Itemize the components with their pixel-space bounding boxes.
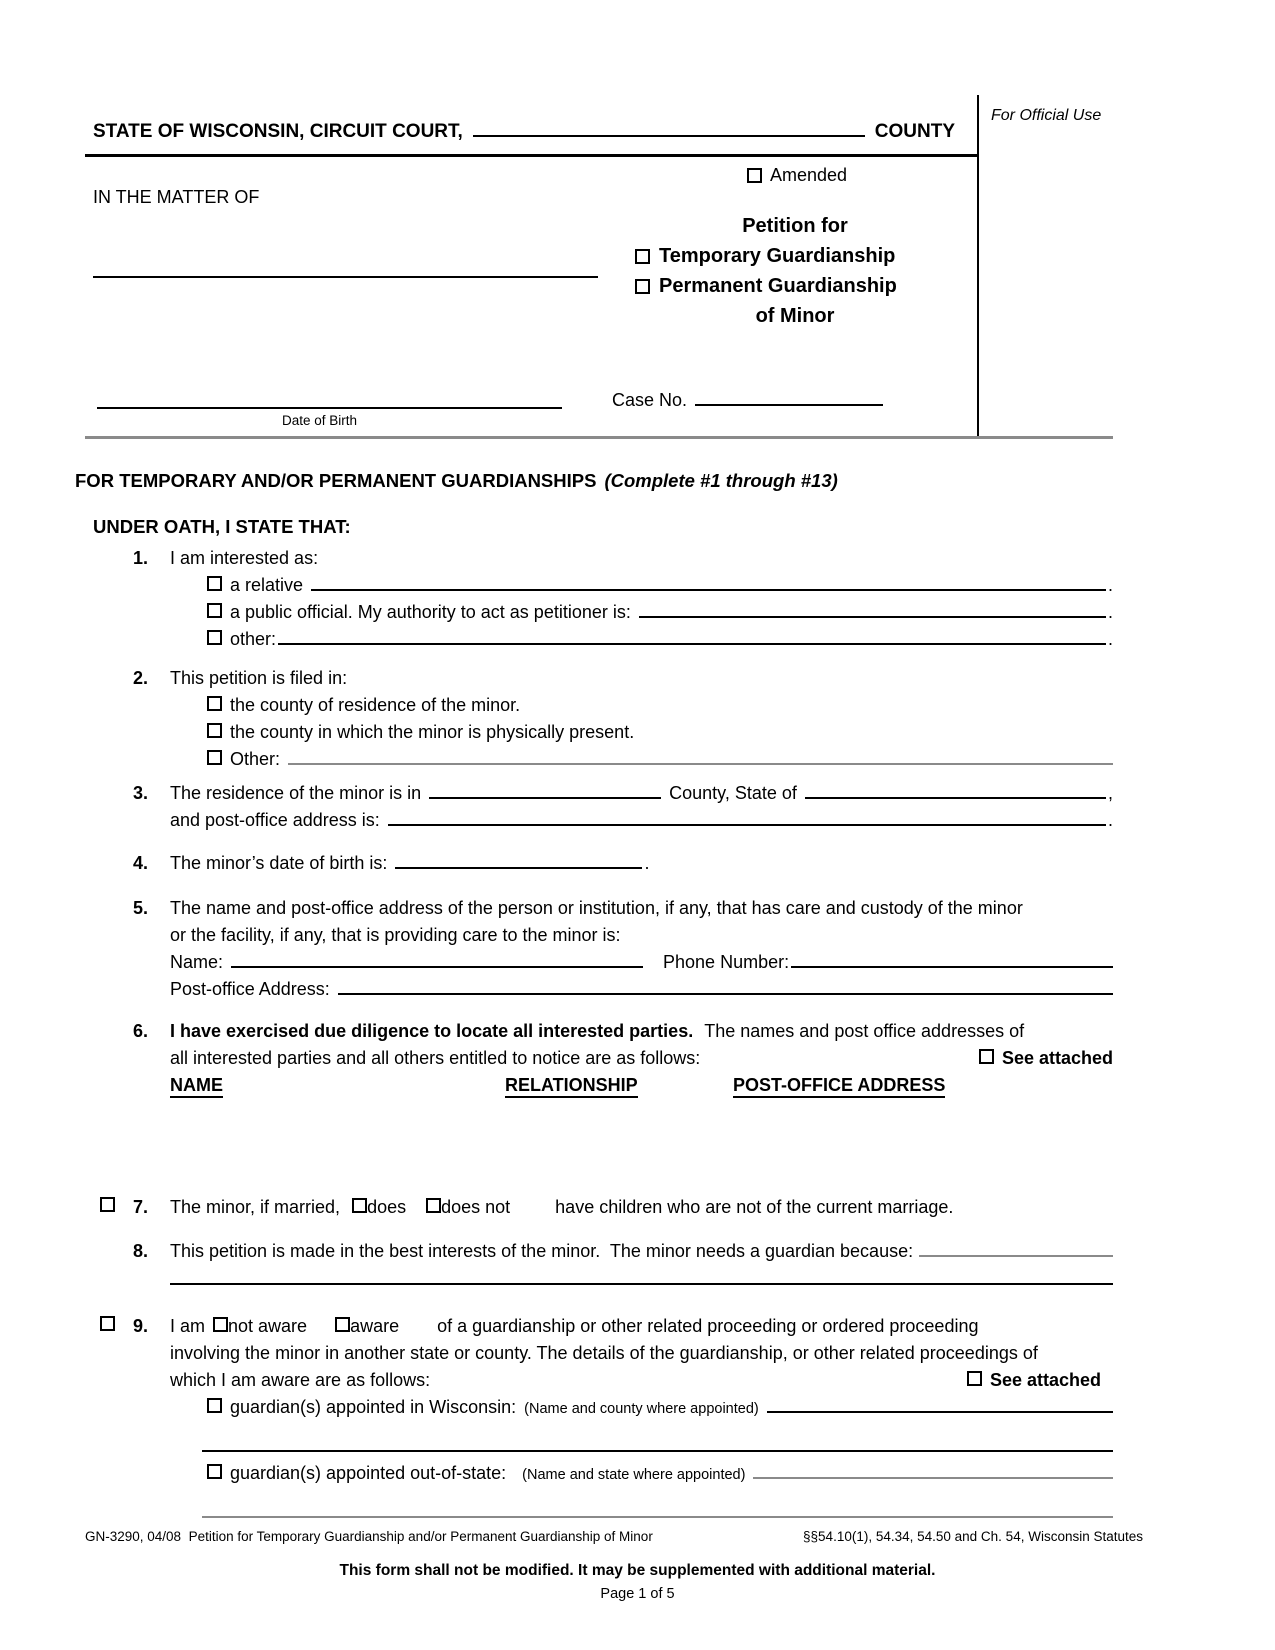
county-present-label: the county in which the minor is physically present. — [230, 722, 635, 742]
item-5 — [133, 897, 1113, 1000]
option-guardian-out-of-state — [207, 1462, 1113, 1486]
blank-guardian-wisconsin-line-2[interactable] — [202, 1450, 1113, 1452]
permanent-guardianship-row — [625, 271, 965, 301]
county-state-label: County, State of — [669, 783, 797, 803]
does-label: does — [367, 1197, 407, 1217]
item-6-line-2-text: all interested parties and all others entitled to notice are as follows: — [170, 1048, 701, 1068]
case-number-row — [612, 390, 883, 411]
not-aware-checkbox[interactable] — [213, 1317, 228, 1332]
title-petition-for: Petition for — [742, 215, 848, 237]
option-guardian-wisconsin — [207, 1396, 1113, 1420]
amended-checkbox[interactable] — [747, 168, 762, 183]
item-4-number: 4. — [133, 853, 149, 873]
interested-parties-header-row — [170, 1074, 1113, 1096]
item-9-checkbox[interactable] — [100, 1316, 115, 1331]
aware-checkbox[interactable] — [335, 1317, 350, 1332]
item-1-number: 1. — [133, 548, 149, 568]
blank-county-name[interactable] — [473, 135, 865, 137]
item-9-line-1-rest: of a guardianship or other related proceeding or ordered proceeding — [437, 1316, 979, 1336]
county-label: COUNTY — [874, 121, 955, 142]
relative-checkbox[interactable] — [207, 576, 222, 591]
temporary-guardianship-label: Temporary Guardianship — [659, 245, 896, 267]
blank-post-office-address[interactable] — [388, 824, 1106, 826]
not-aware-label: not aware — [228, 1316, 308, 1336]
other-interest-label: other: — [230, 629, 277, 649]
minor-married-label: The minor, if married, — [170, 1197, 341, 1217]
guardian-wisconsin-hint: (Name and county where appointed) — [524, 1401, 759, 1417]
public-official-label: a public official. My authority to act as petitioner is: — [230, 602, 631, 622]
item-1-text: I am interested as: — [170, 548, 319, 568]
blank-custodian-address[interactable] — [338, 993, 1113, 995]
guardian-wisconsin-checkbox[interactable] — [207, 1398, 222, 1413]
see-attached-parties-label: See attached — [1001, 1048, 1113, 1068]
footer-notice: This form shall not be modified. It may be supplemented with additional material. — [339, 1562, 936, 1579]
temporary-guardianship-row — [625, 241, 965, 271]
blank-residence-state[interactable] — [805, 797, 1106, 799]
i-am-label: I am — [170, 1316, 206, 1336]
see-attached-proceedings-label: See attached — [989, 1370, 1101, 1390]
name-label: Name: — [170, 952, 224, 972]
item-7-checkbox[interactable] — [100, 1197, 115, 1212]
guardian-wisconsin-label: guardian(s) appointed in Wisconsin: — [230, 1397, 517, 1417]
item-5-name-row — [170, 951, 1113, 973]
option-filed-other — [207, 748, 1113, 770]
item-5-line-1: The name and post-office address of the person or institution, if any, that has care and custody of the minor — [170, 898, 1023, 918]
item-3 — [133, 782, 1113, 831]
blank-authority[interactable] — [639, 616, 1106, 618]
have-children-label: have children who are not of the current marriage. — [555, 1197, 954, 1217]
item-2-number: 2. — [133, 668, 149, 688]
item-8-number: 8. — [133, 1241, 149, 1261]
blank-custodian-name[interactable] — [231, 966, 643, 968]
see-attached-proceedings — [967, 1369, 1101, 1391]
period: . — [644, 853, 650, 873]
blank-guardian-out-of-state-line-2[interactable] — [202, 1516, 1113, 1518]
period: . — [1107, 602, 1113, 622]
county-present-checkbox[interactable] — [207, 723, 222, 738]
blank-filed-other[interactable] — [288, 763, 1113, 765]
amended-label: Amended — [770, 165, 848, 185]
period: . — [1107, 629, 1113, 649]
item-3-line-2 — [170, 809, 1113, 831]
blank-relative[interactable] — [311, 589, 1106, 591]
option-public-official — [207, 601, 1113, 623]
item-4-line — [170, 852, 1113, 874]
section-heading-note: (Complete #1 through #13) — [604, 470, 838, 491]
item-9-line-1 — [170, 1315, 1113, 1337]
other-interest-checkbox[interactable] — [207, 630, 222, 645]
blank-guardian-because-line-2[interactable] — [170, 1283, 1113, 1285]
guardian-out-of-state-checkbox[interactable] — [207, 1464, 222, 1479]
item-8 — [133, 1240, 1113, 1285]
option-a-relative — [207, 574, 1113, 596]
date-of-birth-label: Date of Birth — [282, 413, 358, 428]
blank-guardian-out-of-state[interactable] — [753, 1477, 1113, 1479]
item-4 — [133, 852, 1113, 874]
does-checkbox[interactable] — [352, 1198, 367, 1213]
footer-statutes: §§54.10(1), 54.34, 54.50 and Ch. 54, Wisconsin Statutes — [803, 1529, 1143, 1544]
post-office-address-label: and post-office address is: — [170, 810, 380, 830]
item-6-line-1 — [170, 1020, 1113, 1042]
guardian-out-of-state-label: guardian(s) appointed out-of-state: — [230, 1463, 507, 1483]
footer-form-id: GN-3290, 04/08 Petition for Temporary Guardianship and/or Permanent Guardianship of Minor — [85, 1529, 653, 1544]
blank-phone-number[interactable] — [791, 966, 1113, 968]
column-relationship: RELATIONSHIP — [505, 1075, 638, 1098]
item-3-number: 3. — [133, 783, 149, 803]
temporary-guardianship-checkbox[interactable] — [635, 249, 650, 264]
header-box — [85, 95, 1113, 439]
option-county-residence — [207, 694, 1113, 716]
blank-minor-name[interactable] — [93, 276, 598, 278]
item-5-line-2: or the facility, if any, that is providing care to the minor is: — [170, 925, 621, 945]
blank-guardian-because[interactable] — [919, 1255, 1113, 1257]
footer-page-number: Page 1 of 5 — [600, 1586, 675, 1602]
footer-row — [85, 1529, 1143, 1544]
item-6-rest: The names and post office addresses of — [704, 1021, 1025, 1041]
form-body — [75, 439, 1113, 1518]
item-1 — [133, 547, 1113, 650]
does-not-label: does not — [441, 1197, 511, 1217]
blank-guardian-wisconsin[interactable] — [767, 1411, 1113, 1413]
item-7 — [133, 1196, 1113, 1218]
title-of-minor: of Minor — [755, 305, 835, 327]
item-5-number: 5. — [133, 898, 149, 918]
custodian-address-label: Post-office Address: — [170, 979, 330, 999]
blank-residence-county[interactable] — [429, 797, 661, 799]
filed-other-checkbox[interactable] — [207, 750, 222, 765]
oath-heading: UNDER OATH, I STATE THAT: — [93, 516, 351, 537]
permanent-guardianship-label: Permanent Guardianship — [659, 275, 897, 297]
relative-label: a relative — [230, 575, 304, 595]
item-6-number: 6. — [133, 1021, 149, 1041]
court-caption-row — [93, 121, 955, 143]
court-title: STATE OF WISCONSIN, CIRCUIT COURT, — [93, 121, 463, 142]
item-7-line — [170, 1196, 1113, 1218]
item-9-line-2: involving the minor in another state or county. The details of the guardianship, or other related proceedings of — [170, 1343, 1038, 1363]
see-attached-parties-checkbox[interactable] — [979, 1049, 994, 1064]
county-residence-label: the county of residence of the minor. — [230, 695, 521, 715]
in-the-matter-label: IN THE MATTER OF — [93, 187, 260, 207]
item-9 — [133, 1315, 1113, 1518]
item-9-line-3 — [170, 1369, 1113, 1391]
option-county-present — [207, 721, 1113, 743]
see-attached-proceedings-checkbox[interactable] — [967, 1371, 982, 1386]
blank-minor-dob[interactable] — [395, 867, 642, 869]
comma: , — [1107, 783, 1113, 803]
section-heading — [75, 470, 1113, 492]
item-9-line-3-text: which I am aware are as follows: — [170, 1370, 431, 1390]
see-attached-parties — [979, 1047, 1113, 1069]
item-2-text: This petition is filed in: — [170, 668, 348, 688]
column-name: NAME — [170, 1075, 223, 1098]
does-not-checkbox[interactable] — [426, 1198, 441, 1213]
item-9-number: 9. — [133, 1316, 149, 1336]
header-rule — [85, 154, 977, 157]
residence-label: The residence of the minor is in — [170, 783, 422, 803]
option-other-interest — [207, 628, 1113, 650]
due-diligence-label: I have exercised due diligence to locate all interested parties. — [170, 1021, 694, 1041]
official-use-label: For Official Use — [991, 107, 1102, 124]
item-6-line-2 — [170, 1047, 1113, 1069]
form-title-block — [625, 211, 965, 331]
blank-date-of-birth[interactable] — [97, 407, 562, 409]
phone-number-label: Phone Number: — [663, 952, 790, 972]
aware-label: aware — [350, 1316, 400, 1336]
item-3-line-1 — [170, 782, 1113, 804]
best-interests-label: This petition is made in the best interests of the minor. The minor needs a guardian because: — [170, 1241, 914, 1261]
blank-other-interest[interactable] — [278, 643, 1106, 645]
filed-other-label: Other: — [230, 749, 281, 769]
public-official-checkbox[interactable] — [207, 603, 222, 618]
dob-sentence-label: The minor’s date of birth is: — [170, 853, 388, 873]
county-residence-checkbox[interactable] — [207, 696, 222, 711]
permanent-guardianship-checkbox[interactable] — [635, 279, 650, 294]
period: . — [1107, 575, 1113, 595]
blank-case-number[interactable] — [695, 404, 883, 406]
item-6 — [133, 1020, 1113, 1096]
amended-row — [747, 165, 847, 186]
period: . — [1107, 810, 1113, 830]
item-7-number: 7. — [133, 1197, 149, 1217]
item-2 — [133, 667, 1113, 770]
guardian-out-of-state-hint: (Name and state where appointed) — [522, 1467, 746, 1483]
header-main — [85, 95, 979, 436]
case-no-label: Case No. — [612, 390, 688, 410]
column-post-office-address: POST-OFFICE ADDRESS — [733, 1075, 945, 1098]
item-8-line — [170, 1240, 1113, 1262]
section-heading-text: FOR TEMPORARY AND/OR PERMANENT GUARDIANSHIPS — [75, 470, 597, 491]
item-5-address-row — [170, 978, 1113, 1000]
